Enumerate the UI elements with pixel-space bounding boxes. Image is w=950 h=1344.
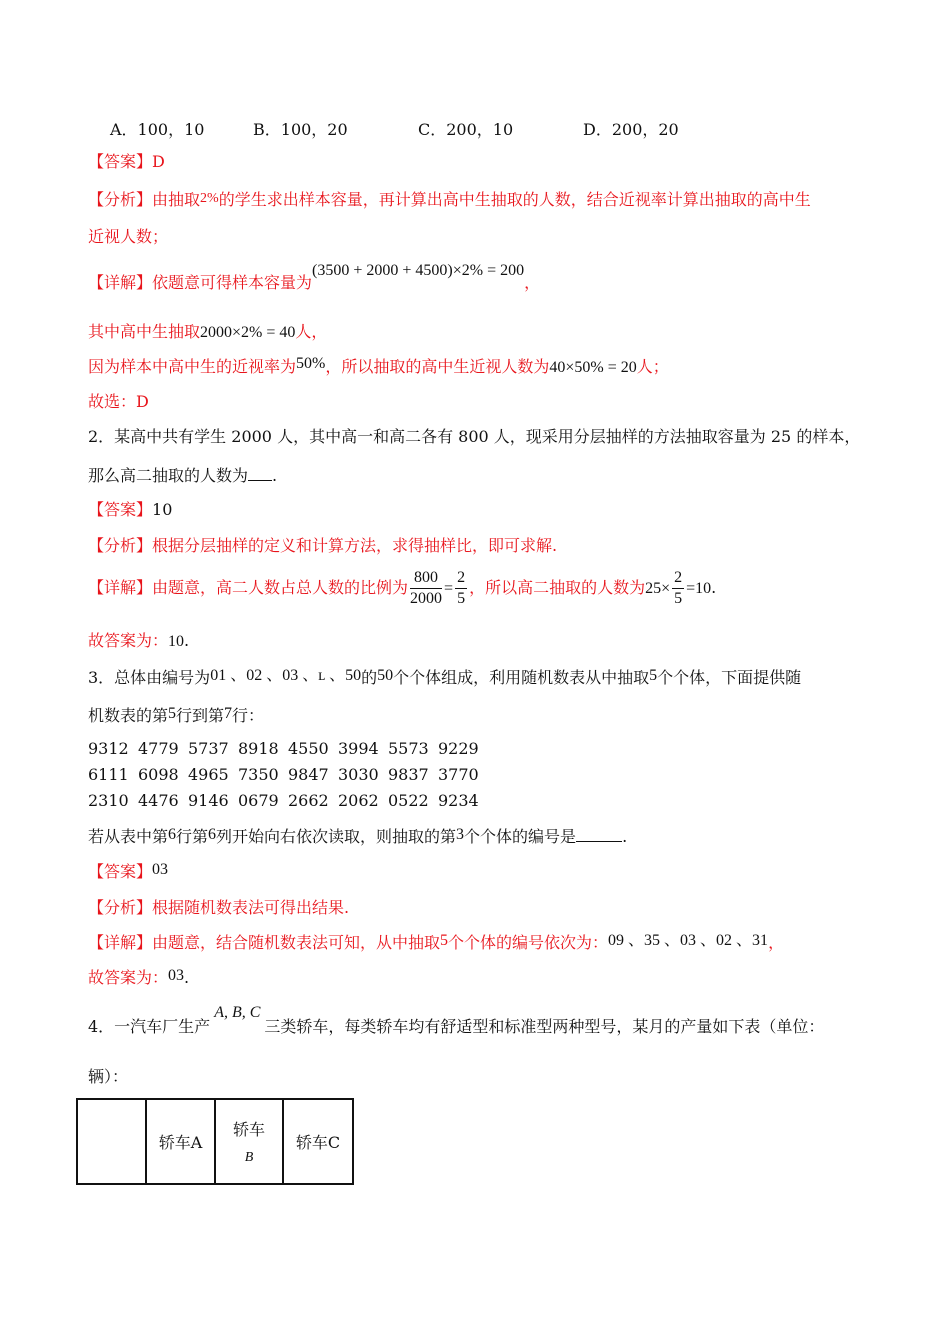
cell: 4779 bbox=[138, 739, 179, 758]
text: 因为样本中高中生的近视率为 bbox=[88, 357, 297, 376]
cell: 2310 bbox=[88, 791, 129, 810]
q3-answer bbox=[88, 861, 168, 884]
math: A, B, C bbox=[214, 1004, 261, 1021]
text: 列开始向右依次读取，则抽取的第 bbox=[216, 827, 457, 846]
answer-tag: 【答案】 bbox=[88, 500, 153, 519]
cell: 5737 bbox=[188, 739, 229, 758]
q1-choose: 故选：D bbox=[88, 392, 149, 411]
q4-stem-line1 bbox=[88, 1004, 825, 1039]
answer-value: 03 bbox=[152, 861, 169, 878]
denominator: 5 bbox=[457, 590, 466, 607]
text: 人， bbox=[295, 322, 328, 341]
cell: 3770 bbox=[438, 765, 479, 784]
random-table-row bbox=[88, 790, 488, 812]
cell: 9847 bbox=[288, 765, 329, 784]
numerator: 2 bbox=[672, 568, 684, 589]
cell: 2662 bbox=[288, 791, 329, 810]
text: 4．一汽车厂生产 bbox=[88, 1017, 211, 1036]
q1-analysis-line1 bbox=[88, 188, 811, 211]
option-c: C．200，10 bbox=[418, 120, 514, 139]
math: 50 bbox=[377, 667, 394, 684]
math: 2000×2% = 40 bbox=[200, 324, 296, 341]
cell: 9234 bbox=[438, 791, 479, 810]
cell: 3030 bbox=[338, 765, 379, 784]
q3-final bbox=[88, 967, 189, 990]
cell: 6098 bbox=[138, 765, 179, 784]
text: . bbox=[272, 466, 278, 485]
cell: 2062 bbox=[338, 791, 379, 810]
q2-stem-line1: 2．某高中共有学生 2000 人，其中高一和高二各有 800 人，现采用分层抽样的方法抽取容量为 25 的样本， bbox=[88, 427, 861, 446]
text: 故答案为： bbox=[88, 631, 169, 650]
table-header-car-a: 轿车A bbox=[146, 1099, 215, 1184]
text: 行到第 bbox=[176, 706, 225, 725]
math: 3 bbox=[456, 826, 465, 843]
table-header-empty bbox=[77, 1099, 146, 1184]
analysis-tag: 【分析】 bbox=[88, 190, 153, 209]
analysis-tag: 【分析】 bbox=[88, 536, 153, 555]
answer-blank bbox=[576, 827, 622, 842]
math: 50% bbox=[296, 355, 326, 372]
text: 依题意可得样本容量为 bbox=[152, 273, 313, 292]
numerator: 2 bbox=[455, 568, 467, 589]
text: 个个体，下面提供随 bbox=[657, 668, 802, 687]
math: 25× bbox=[645, 580, 671, 597]
numerator: 800 bbox=[410, 568, 442, 589]
text: 轿车 bbox=[232, 1120, 265, 1139]
math: B bbox=[244, 1150, 254, 1165]
math: 01 、02 、03 、ʟ 、50 bbox=[210, 667, 362, 684]
cell: 9837 bbox=[388, 765, 429, 784]
text: ，所以高二抽取的人数为 bbox=[469, 578, 646, 597]
detail-tag: 【详解】 bbox=[88, 933, 153, 952]
text: ， bbox=[768, 933, 785, 952]
cell: 0679 bbox=[238, 791, 279, 810]
text: ，所以抽取的高中生近视人数为 bbox=[325, 357, 550, 376]
q1-analysis-line2: 近视人数； bbox=[88, 227, 169, 246]
q3-stem-line2 bbox=[88, 705, 264, 728]
text: 故答案为： bbox=[88, 968, 169, 987]
fraction bbox=[455, 568, 467, 609]
cell: 4476 bbox=[138, 791, 179, 810]
option-a: A．100，10 bbox=[110, 120, 205, 139]
text: 3．总体由编号为 bbox=[88, 668, 211, 687]
text: 那么高二抽取的人数为 bbox=[88, 466, 249, 485]
text: 由题意，结合随机数表法可知，从中抽取 bbox=[152, 933, 441, 952]
math: 40×50% = 20 bbox=[549, 359, 637, 376]
random-table-row bbox=[88, 738, 488, 760]
text: 由题意，高二人数占总人数的比例为 bbox=[152, 578, 409, 597]
text: 由抽取 bbox=[152, 190, 201, 209]
text: . bbox=[622, 827, 628, 846]
cell: 0522 bbox=[388, 791, 429, 810]
answer-tag: 【答案】 bbox=[88, 862, 153, 881]
answer-value: 10 bbox=[152, 500, 173, 519]
denominator: 2000 bbox=[410, 590, 443, 607]
q3-analysis bbox=[88, 897, 349, 919]
text: 根据随机数表法可得出结果. bbox=[152, 898, 350, 917]
math: 10 bbox=[168, 633, 185, 650]
denominator: 5 bbox=[674, 590, 683, 607]
text: 其中高中生抽取 bbox=[88, 322, 201, 341]
q3-detail bbox=[88, 932, 784, 955]
fraction bbox=[672, 568, 684, 609]
analysis-tag: 【分析】 bbox=[88, 898, 153, 917]
option-b: B．100，20 bbox=[253, 120, 348, 139]
cell: 8918 bbox=[238, 739, 279, 758]
text: . bbox=[711, 578, 717, 597]
math: 03 bbox=[168, 967, 185, 984]
answer-value: D bbox=[152, 152, 165, 171]
table-header-car-b bbox=[215, 1099, 283, 1184]
cell: 9312 bbox=[88, 739, 129, 758]
q1-detail-line3 bbox=[88, 356, 669, 379]
cell: 9229 bbox=[438, 739, 479, 758]
q2-detail bbox=[88, 566, 716, 611]
q1-detail-line2 bbox=[88, 321, 327, 344]
q1-answer bbox=[88, 151, 165, 173]
detail-tag: 【详解】 bbox=[88, 578, 153, 597]
option-d: D．200，20 bbox=[583, 120, 679, 139]
answer-tag: 【答案】 bbox=[88, 152, 153, 171]
q3-stem-line3 bbox=[88, 826, 627, 849]
q2-analysis bbox=[88, 535, 557, 557]
math: = bbox=[444, 580, 454, 597]
text: 行： bbox=[232, 706, 265, 725]
math: 6 bbox=[208, 826, 217, 843]
math: 5 bbox=[168, 705, 177, 722]
text: 机数表的第 bbox=[88, 706, 169, 725]
math: 09 、35 、03 、02 、31 bbox=[608, 932, 769, 949]
table-header-car-c: 轿车C bbox=[283, 1099, 353, 1184]
q4-stem-line2: 辆）： bbox=[88, 1067, 129, 1086]
q3-stem-line1 bbox=[88, 667, 801, 690]
detail-tag: 【详解】 bbox=[88, 273, 153, 292]
cell: 7350 bbox=[238, 765, 279, 784]
q2-final bbox=[88, 630, 189, 653]
text: 个个体组成，利用随机数表从中抽取 bbox=[393, 668, 650, 687]
text: . bbox=[184, 631, 190, 650]
cell: 6111 bbox=[88, 765, 129, 784]
math: 6 bbox=[168, 826, 177, 843]
q1-detail-line1 bbox=[88, 262, 541, 295]
text: 三类轿车，每类轿车均有舒适型和标准型两种型号，某月的产量如下表（单位： bbox=[264, 1017, 825, 1036]
math: 5 bbox=[440, 932, 449, 949]
production-table bbox=[76, 1098, 354, 1185]
cell: 3994 bbox=[338, 739, 379, 758]
text: 根据分层抽样的定义和计算方法，求得抽样比，即可求解. bbox=[152, 536, 558, 555]
answer-blank bbox=[248, 466, 272, 481]
text: 的学生求出样本容量，再计算出高中生抽取的人数，结合近视率计算出抽取的高中生 bbox=[218, 190, 811, 209]
q2-answer bbox=[88, 499, 172, 521]
text: ， bbox=[524, 273, 541, 292]
cell: 4550 bbox=[288, 739, 329, 758]
text: 若从表中第 bbox=[88, 827, 169, 846]
fraction bbox=[410, 568, 442, 609]
math: 2% bbox=[200, 191, 219, 206]
cell: 5573 bbox=[388, 739, 429, 758]
cell: 9146 bbox=[188, 791, 229, 810]
text: 的 bbox=[361, 668, 378, 687]
cell: 4965 bbox=[188, 765, 229, 784]
text: . bbox=[184, 968, 190, 987]
math: =10 bbox=[686, 580, 712, 597]
text: 个个体的编号是 bbox=[464, 827, 577, 846]
text: 行第 bbox=[176, 827, 209, 846]
math: (3500 + 2000 + 4500)×2% = 200 bbox=[312, 262, 525, 279]
math: 5 bbox=[649, 667, 658, 684]
q2-stem-line2 bbox=[88, 465, 277, 487]
math: 7 bbox=[224, 705, 233, 722]
text: 人； bbox=[636, 357, 669, 376]
text: 个个体的编号依次为： bbox=[448, 933, 609, 952]
random-table-row bbox=[88, 764, 488, 786]
